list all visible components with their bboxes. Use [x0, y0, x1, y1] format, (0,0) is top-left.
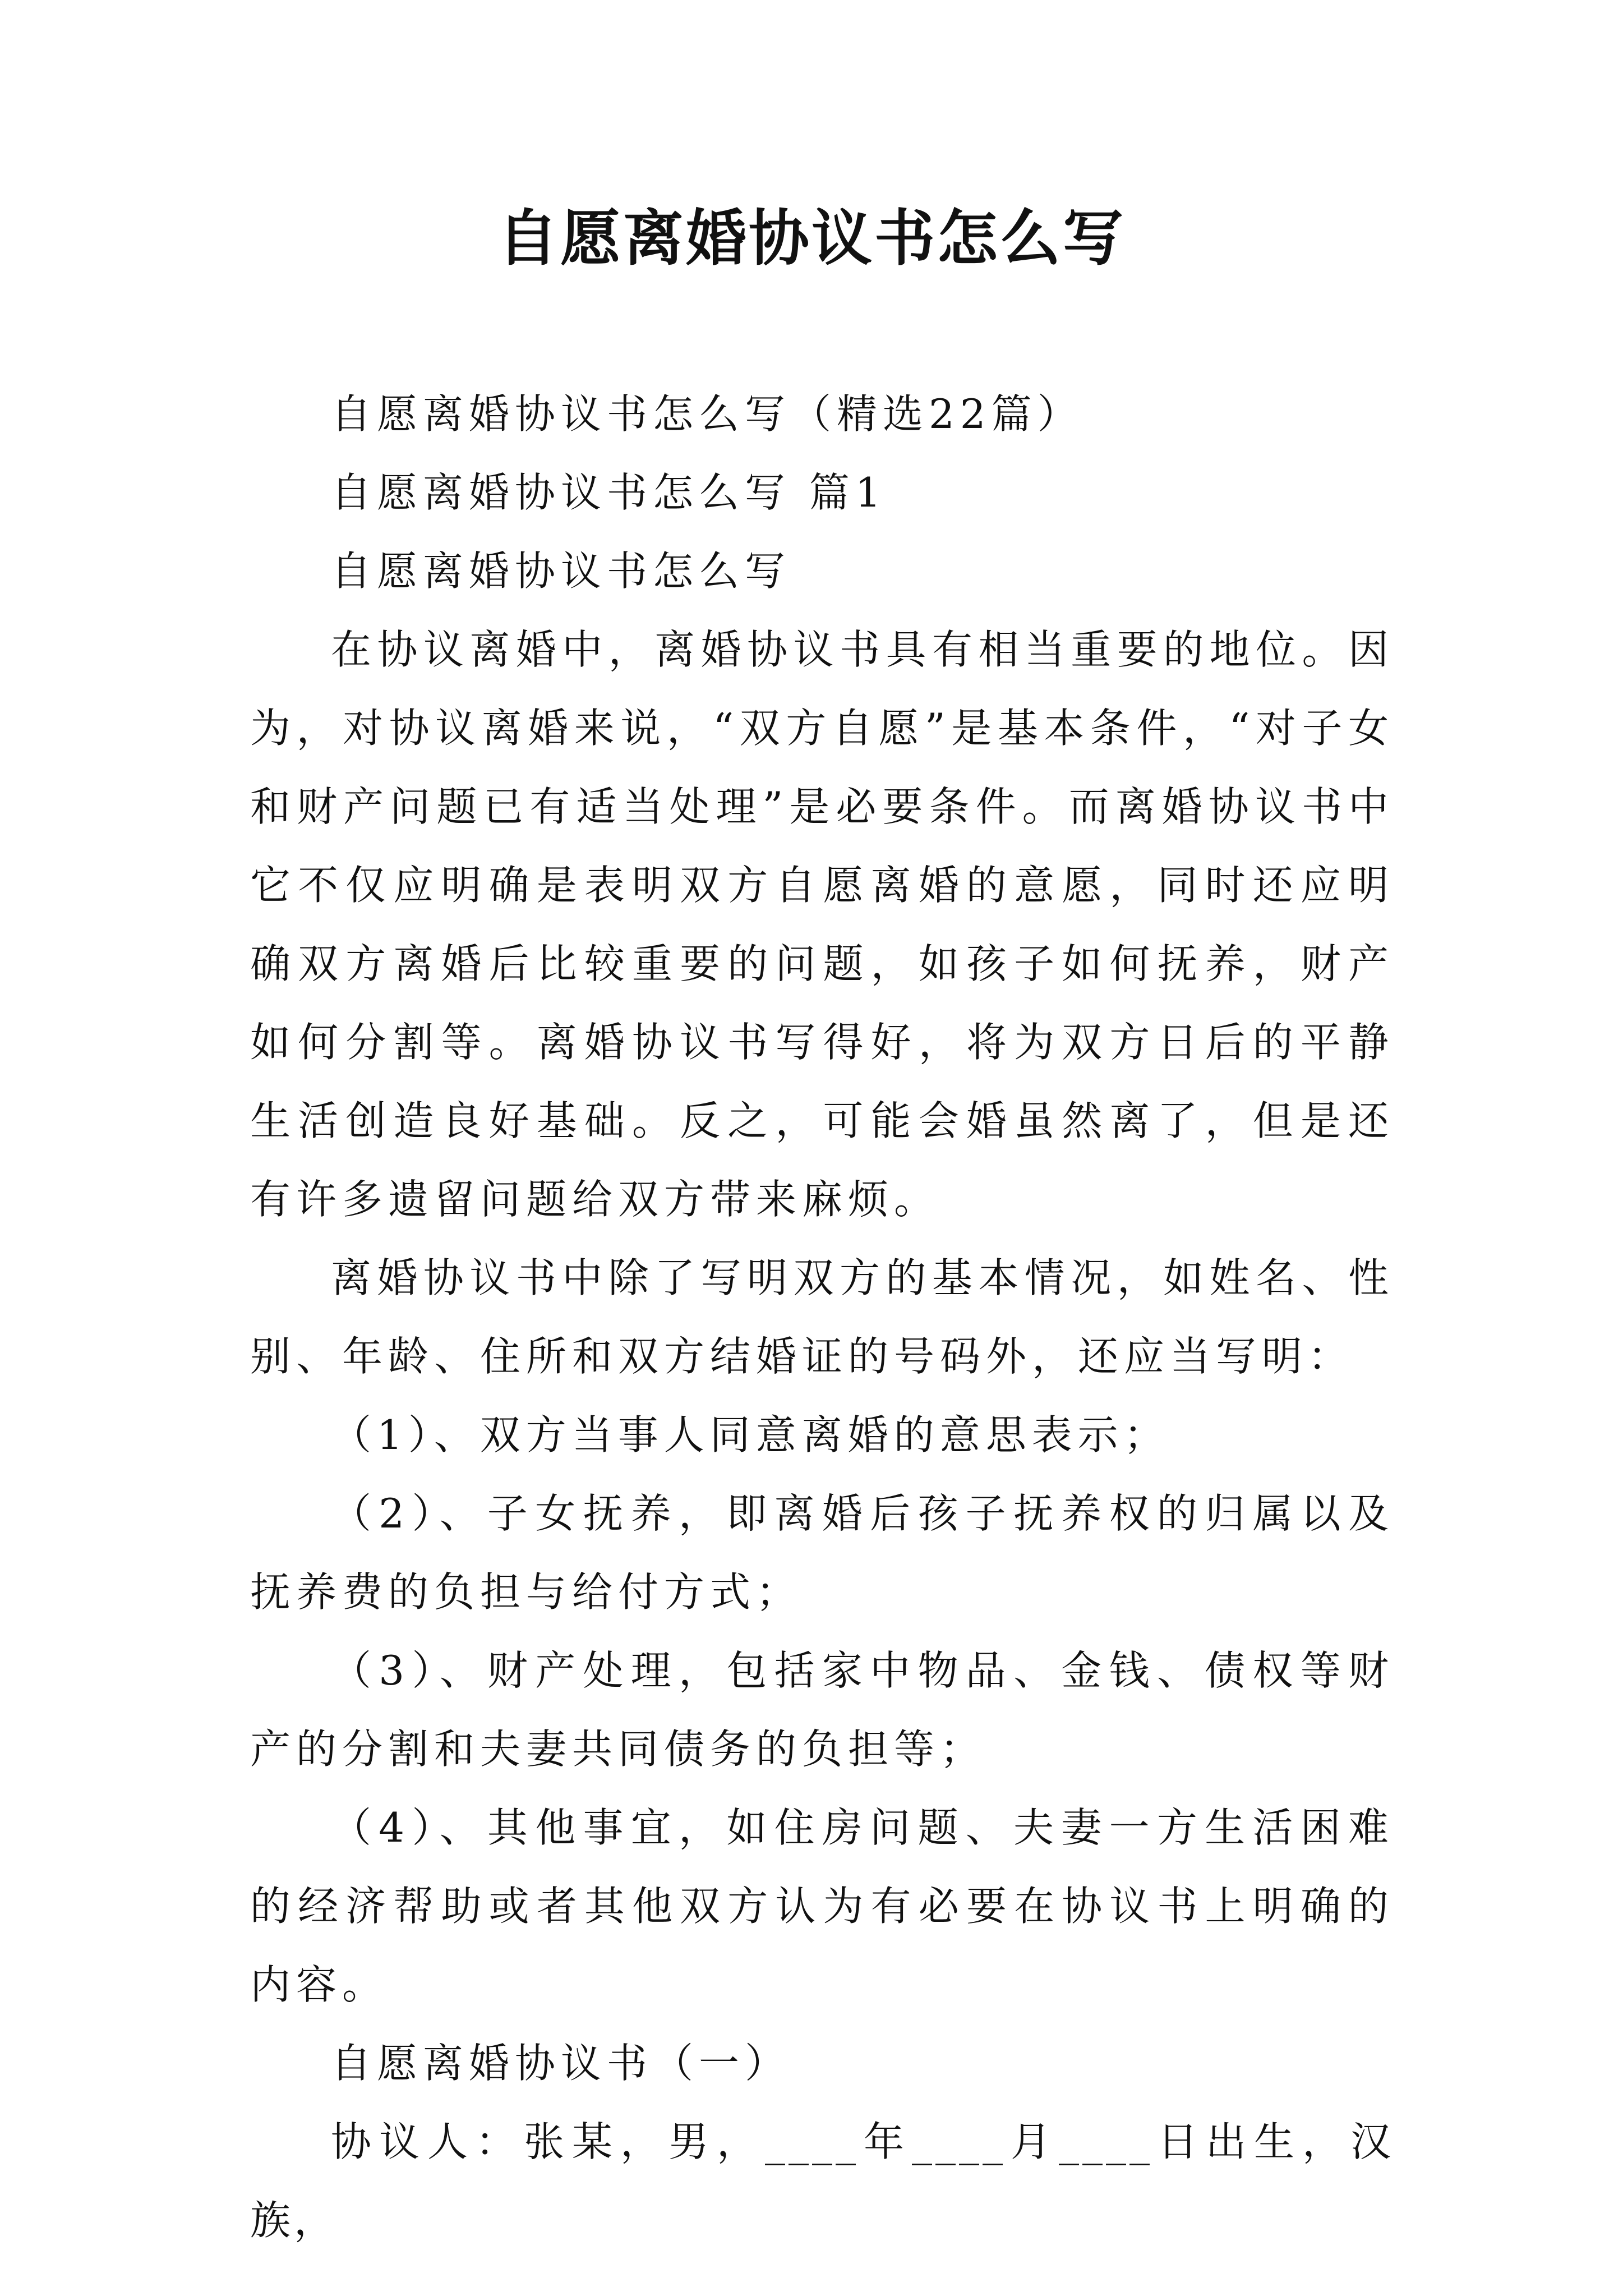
paragraph-heading: 自愿离婚协议书怎么写: [331, 547, 791, 595]
document-title: 自愿离婚协议书怎么写: [497, 203, 1126, 274]
paragraph-intro: 在协议离婚中，离婚协议书具有相当重要的地位。因为，对协议离婚来说，“双方自愿”是基本条件，“对子女和财产问题已有适当处理”是必要条件。而离婚协议书中它不仅应明确是表明双方自愿离婚的意愿，同时还应明确双方离婚后比较重要的问题，如孩子如何抚养，财产如何分割等。离婚协议书写得好，将为双方日后的平静生活创造良好基础。反之，可能会婚虽然离了，但是还有许多遗留问题给双方带来麻烦。: [250, 626, 1394, 1223]
paragraph-subtitle: 自愿离婚协议书怎么写（精选22篇）: [331, 390, 1083, 438]
paragraph-section-heading: 自愿离婚协议书怎么写 篇1: [331, 469, 887, 516]
paragraph-agreement-title: 自愿离婚协议书（一）: [331, 2040, 791, 2087]
list-item-1: （1）、双方当事人同意离婚的意思表示；: [331, 1411, 1170, 1458]
paragraph-party-info: 协议人：张某，男，____年____月____日出生，汉族，: [250, 2118, 1394, 2244]
list-item-2: （2）、子女抚养，即离婚后孩子抚养权的归属以及抚养费的负担与给付方式；: [250, 1490, 1394, 1616]
paragraph-requirements: 离婚协议书中除了写明双方的基本情况，如姓名、性别、年龄、住所和双方结婚证的号码外，还应当写明：: [250, 1254, 1394, 1380]
list-item-3: （3）、财产处理，包括家中物品、金钱、债权等财产的分割和夫妻共同债务的负担等；: [250, 1647, 1394, 1773]
document-body: [250, 375, 1394, 2260]
list-item-4: （4）、其他事宜，如住房问题、夫妻一方生活困难的经济帮助或者其他双方认为有必要在协议书上明确的内容。: [250, 1804, 1394, 2008]
